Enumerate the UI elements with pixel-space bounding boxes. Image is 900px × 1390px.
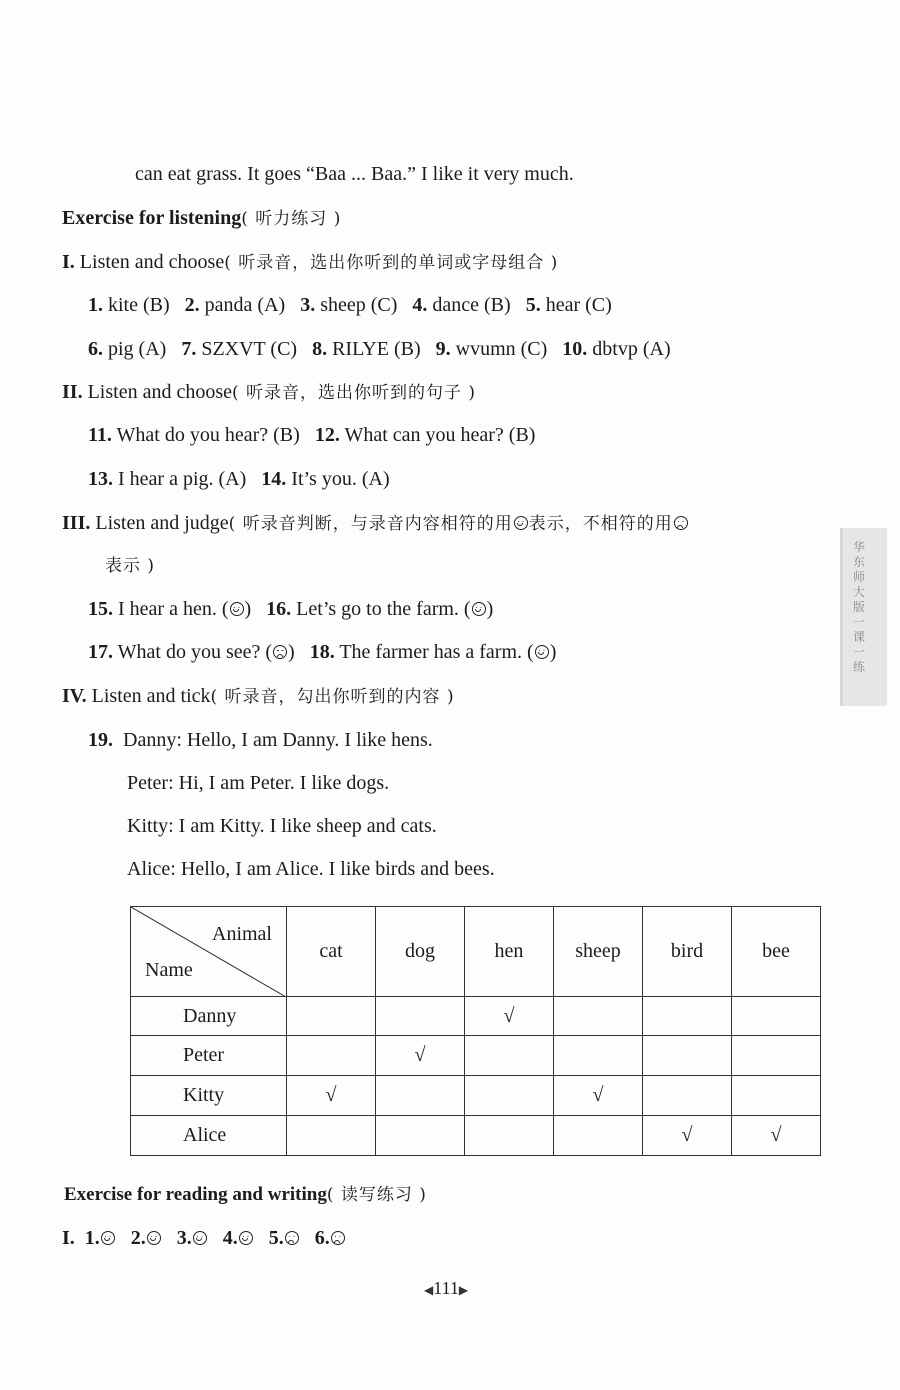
section-3-heading: [62, 511, 689, 536]
page-number: [424, 1276, 468, 1302]
section-3-cn-a: ( 听录音判断，与录音内容相符的用: [228, 514, 513, 534]
tick-cell: √: [376, 1036, 465, 1076]
section-1-text: Listen and choose: [79, 251, 225, 273]
section-2-row-1: [88, 423, 535, 447]
tick-cell: [376, 1116, 465, 1156]
diagonal-line: [131, 907, 286, 997]
section-1-num: I.: [62, 251, 75, 273]
tick-cell: [732, 1076, 821, 1116]
smile-face-icon: [230, 602, 244, 616]
answer-10: 10. dbtvp (A): [562, 338, 671, 360]
answer-18: 18. The farmer has a farm. ( ): [309, 641, 557, 663]
answer-9: 9. wvumn (C): [435, 338, 548, 360]
table-row: [131, 1116, 821, 1156]
section-4-num: IV.: [62, 685, 87, 707]
reading-answer-num: 2.: [130, 1227, 146, 1249]
section-3-row-2: [88, 640, 556, 664]
row-name: Peter: [131, 1036, 287, 1076]
smile-face-icon: [193, 1231, 207, 1245]
tick-cell: [732, 997, 821, 1036]
tick-cell: [554, 997, 643, 1036]
answer-8: 8. RILYE (B): [312, 338, 421, 360]
answer-6: 6. pig (A): [88, 338, 167, 360]
answer-3: 3. sheep (C): [300, 294, 398, 316]
tick-cell: [643, 1036, 732, 1076]
frown-face-icon: [273, 645, 287, 659]
corner-animal-label: Animal: [212, 923, 272, 945]
tick-cell: √: [643, 1116, 732, 1156]
frown-face-icon: [285, 1231, 299, 1245]
row-name: Danny: [131, 997, 287, 1036]
section-2-text: Listen and choose: [87, 381, 232, 403]
dialogue-line-3: Kitty: I am Kitty. I like sheep and cats.: [127, 815, 437, 837]
answer-4: 4. dance (B): [412, 294, 511, 316]
reading-title-cn: ( 读写练习 ): [326, 1185, 427, 1205]
section-4-text: Listen and tick: [91, 685, 211, 707]
section-1-row-2: [88, 337, 671, 361]
col-header: hen: [465, 907, 554, 997]
section-3-text: Listen and judge: [95, 512, 229, 534]
smile-face-icon: [101, 1231, 115, 1245]
table-row: [131, 997, 821, 1036]
smile-face-icon: [514, 516, 528, 530]
tick-cell: [465, 1076, 554, 1116]
tick-cell: √: [554, 1076, 643, 1116]
col-header: bird: [643, 907, 732, 997]
side-tab-text: 华东师大版一课一练: [852, 540, 865, 674]
tick-cell: [287, 1036, 376, 1076]
frown-face-icon: [674, 516, 688, 530]
tick-cell: [465, 1116, 554, 1156]
answer-16: 16. Let’s go to the farm. ( ): [266, 598, 494, 620]
tick-cell: [287, 997, 376, 1036]
reading-title: Exercise for reading and writing: [64, 1184, 327, 1205]
page-number-text: 111: [433, 1278, 459, 1298]
answer-5: 5. hear (C): [525, 294, 612, 316]
tick-cell: √: [287, 1076, 376, 1116]
section-1-heading: [62, 250, 558, 275]
tick-cell: [554, 1116, 643, 1156]
answer-14: 14. It’s you. (A): [261, 468, 390, 490]
reading-answer-num: 3.: [176, 1227, 192, 1249]
col-header: dog: [376, 907, 465, 997]
section-3-num: III.: [62, 512, 91, 534]
dialogue-line-4: Alice: Hello, I am Alice. I like birds and bees.: [127, 858, 495, 880]
row-name: Alice: [131, 1116, 287, 1156]
reading-answer-num: 4.: [222, 1227, 238, 1249]
dialogue-line-2: Peter: Hi, I am Peter. I like dogs.: [127, 772, 390, 794]
corner-name-label: Name: [145, 959, 193, 981]
smile-face-icon: [472, 602, 486, 616]
answer-13: 13. I hear a pig. (A): [88, 468, 247, 490]
section-2-cn: ( 听录音，选出你听到的句子 ): [231, 383, 477, 403]
section-3-cn-c: 表示 ): [105, 556, 156, 576]
tick-table: [130, 906, 821, 1156]
section-1-cn: ( 听录音，选出你听到的单词或字母组合 ): [224, 253, 559, 273]
section-3-cn-b: 表示，不相符的用: [528, 514, 673, 534]
answer-2: 2. panda (A): [184, 294, 286, 316]
tick-cell: [376, 1076, 465, 1116]
answer-7: 7. SZXVT (C): [181, 338, 298, 360]
tick-cell: [643, 997, 732, 1036]
frown-face-icon: [331, 1231, 345, 1245]
tick-cell: [376, 997, 465, 1036]
col-header: sheep: [554, 907, 643, 997]
section-2-heading: [62, 380, 476, 405]
section-2-row-2: [88, 467, 390, 491]
reading-heading: [64, 1183, 427, 1207]
page-left-arrow-icon: ◀: [424, 1283, 434, 1297]
section-1-row-1: [88, 293, 612, 317]
smile-face-icon: [239, 1231, 253, 1245]
table-row: [131, 1036, 821, 1076]
tick-cell: √: [732, 1116, 821, 1156]
table-row: [131, 1076, 821, 1116]
reading-section-num: I.: [62, 1227, 75, 1249]
col-header: bee: [732, 907, 821, 997]
section-4-cn: ( 听录音，勾出你听到的内容 ): [210, 687, 455, 707]
question-19-num: 19.: [88, 729, 113, 751]
smile-face-icon: [147, 1231, 161, 1245]
listening-heading: [62, 206, 341, 231]
top-line: can eat grass. It goes “Baa ... Baa.” I like it very much.: [135, 163, 574, 185]
tick-cell: [465, 1036, 554, 1076]
answer-15: 15. I hear a hen. ( ): [88, 598, 252, 620]
tick-cell: √: [465, 997, 554, 1036]
section-3-heading-cont: [105, 553, 155, 578]
reading-answer-num: 1.: [84, 1227, 100, 1249]
section-4-heading: [62, 684, 455, 709]
dialogue-line-1: 19. Danny: Hello, I am Danny. I like hens.: [88, 729, 433, 751]
reading-answers: [62, 1226, 346, 1250]
reading-answer-num: 5.: [268, 1227, 284, 1249]
answer-1: 1. kite (B): [88, 294, 170, 316]
section-3-row-1: [88, 597, 493, 621]
table-corner-cell: [131, 907, 287, 997]
page-right-arrow-icon: ▶: [458, 1283, 469, 1297]
tick-cell: [287, 1116, 376, 1156]
smile-face-icon: [535, 645, 549, 659]
answer-12: 12. What can you hear? (B): [314, 424, 536, 446]
row-name: Kitty: [131, 1076, 287, 1116]
tick-cell: [732, 1036, 821, 1076]
section-2-num: II.: [62, 381, 83, 403]
listening-title-cn: ( 听力练习 ): [241, 209, 342, 229]
tick-cell: [643, 1076, 732, 1116]
answer-17: 17. What do you see? ( ): [88, 641, 295, 663]
reading-answer-num: 6.: [314, 1227, 330, 1249]
tick-cell: [554, 1036, 643, 1076]
col-header: cat: [287, 907, 376, 997]
listening-title: Exercise for listening: [62, 207, 242, 229]
answer-11: 11. What do you hear? (B): [88, 424, 300, 446]
